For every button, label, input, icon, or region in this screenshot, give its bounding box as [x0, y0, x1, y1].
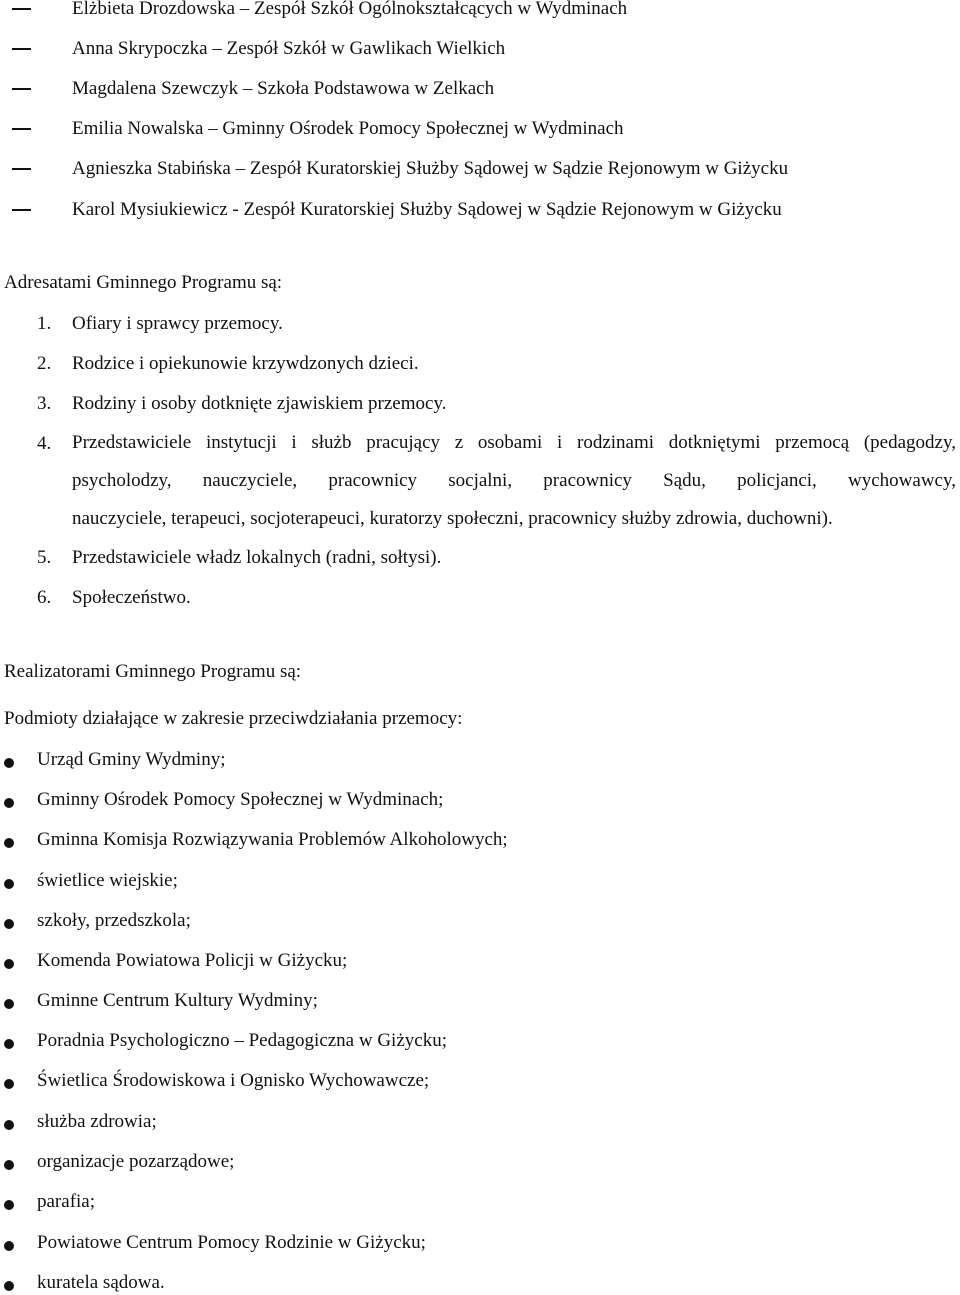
item-4-paragraph	[72, 424, 956, 538]
list-item-text: Magdalena Szewczyk – Szkoła Podstawowa w Zelkach	[72, 78, 495, 99]
list-item	[0, 78, 960, 108]
bullet-text: Gminna Komisja Rozwiązywania Problemów Alkoholowych;	[37, 829, 508, 850]
bullet-text: Komenda Powiatowa Policji w Giżycku;	[37, 950, 348, 971]
paragraph-line: Przedstawiciele instytucji i służb pracujący z osobami i rodzinami dotkniętymi przemocą (pedagodzy,	[72, 432, 956, 453]
bullet-text: świetlice wiejskie;	[37, 870, 178, 891]
list-item-text: Agnieszka Stabińska – Zespół Kuratorskiej Służby Sądowej w Sądzie Rejonowym w Giżycku	[72, 158, 789, 179]
bullet-icon	[4, 959, 14, 969]
item-text: Rodziny i osoby dotknięte zjawiskiem przemocy.	[72, 393, 447, 414]
item-number: 2.	[37, 353, 52, 374]
dash-icon	[12, 168, 31, 170]
bullet-icon	[4, 879, 14, 889]
bullet-icon	[4, 758, 14, 768]
bullet-text: Gminne Centrum Kultury Wydminy;	[37, 990, 318, 1011]
bullet-text: Urząd Gminy Wydminy;	[37, 749, 226, 770]
bullet-text: kuratela sądowa.	[37, 1272, 165, 1293]
bullet-icon	[4, 838, 14, 848]
list-item	[0, 199, 960, 229]
bullet-text: Poradnia Psychologiczno – Pedagogiczna w Giżycku;	[37, 1030, 447, 1051]
list-item-text: Elżbieta Drozdowska – Zespół Szkół Ogólnokształcących w Wydminach	[72, 0, 628, 19]
item-number: 6.	[37, 587, 52, 608]
item-number: 4.	[37, 433, 52, 454]
item-number: 5.	[37, 547, 52, 568]
list-item-text: Karol Mysiukiewicz - Zespół Kuratorskiej Służby Sądowej w Sądzie Rejonowym w Giżycku	[72, 199, 782, 220]
item-number: 3.	[37, 393, 52, 414]
bullet-text: organizacje pozarządowe;	[37, 1151, 235, 1172]
dash-icon	[12, 8, 31, 10]
dash-icon	[12, 48, 31, 50]
bullet-text: służba zdrowia;	[37, 1111, 157, 1132]
bullet-text: Świetlica Środowiskowa i Ognisko Wychowawcze;	[37, 1070, 430, 1091]
paragraph-line: nauczyciele, terapeuci, socjoterapeuci, kuratorzy społeczni, pracownicy służby zdrowia, duchowni).	[72, 508, 833, 529]
paragraph-line: psycholodzy, nauczyciele, pracownicy socjalni, pracownicy Sądu, policjanci, wychowawcy,	[72, 470, 956, 491]
adresaci-heading: Adresatami Gminnego Programu są:	[4, 272, 283, 293]
item-text: Społeczeństwo.	[72, 587, 191, 608]
bullet-icon	[4, 919, 14, 929]
bullet-icon	[4, 1200, 14, 1210]
list-item	[0, 2, 960, 28]
item-number: 1.	[37, 313, 52, 334]
bullet-icon	[4, 1241, 14, 1251]
bullet-text: Gminny Ośrodek Pomocy Społecznej w Wydminach;	[37, 789, 444, 810]
list-item	[0, 158, 960, 188]
dash-icon	[12, 88, 31, 90]
item-text: Przedstawiciele władz lokalnych (radni, sołtysi).	[72, 547, 442, 568]
list-item	[0, 118, 960, 148]
dash-icon	[12, 128, 31, 130]
dash-icon	[12, 209, 31, 211]
realizatorzy-heading: Realizatorami Gminnego Programu są:	[4, 661, 302, 682]
bullet-icon	[4, 1079, 14, 1089]
bullet-text: szkoły, przedszkola;	[37, 910, 191, 931]
bullet-text: parafia;	[37, 1191, 96, 1212]
bullet-icon	[4, 1281, 14, 1291]
list-item	[0, 38, 960, 68]
bullet-icon	[4, 1160, 14, 1170]
bullet-icon	[4, 798, 14, 808]
bullet-text: Powiatowe Centrum Pomocy Rodzinie w Giżycku;	[37, 1232, 426, 1253]
realizatorzy-intro: Podmioty działające w zakresie przeciwdziałania przemocy:	[4, 708, 463, 729]
list-item-text: Emilia Nowalska – Gminny Ośrodek Pomocy Społecznej w Wydminach	[72, 118, 624, 139]
item-text: Rodzice i opiekunowie krzywdzonych dzieci.	[72, 353, 419, 374]
bullet-icon	[4, 1039, 14, 1049]
list-item-text: Anna Skrypoczka – Zespół Szkół w Gawlikach Wielkich	[72, 38, 506, 59]
item-text: Ofiary i sprawcy przemocy.	[72, 313, 283, 334]
bullet-icon	[4, 999, 14, 1009]
bullet-icon	[4, 1120, 14, 1130]
